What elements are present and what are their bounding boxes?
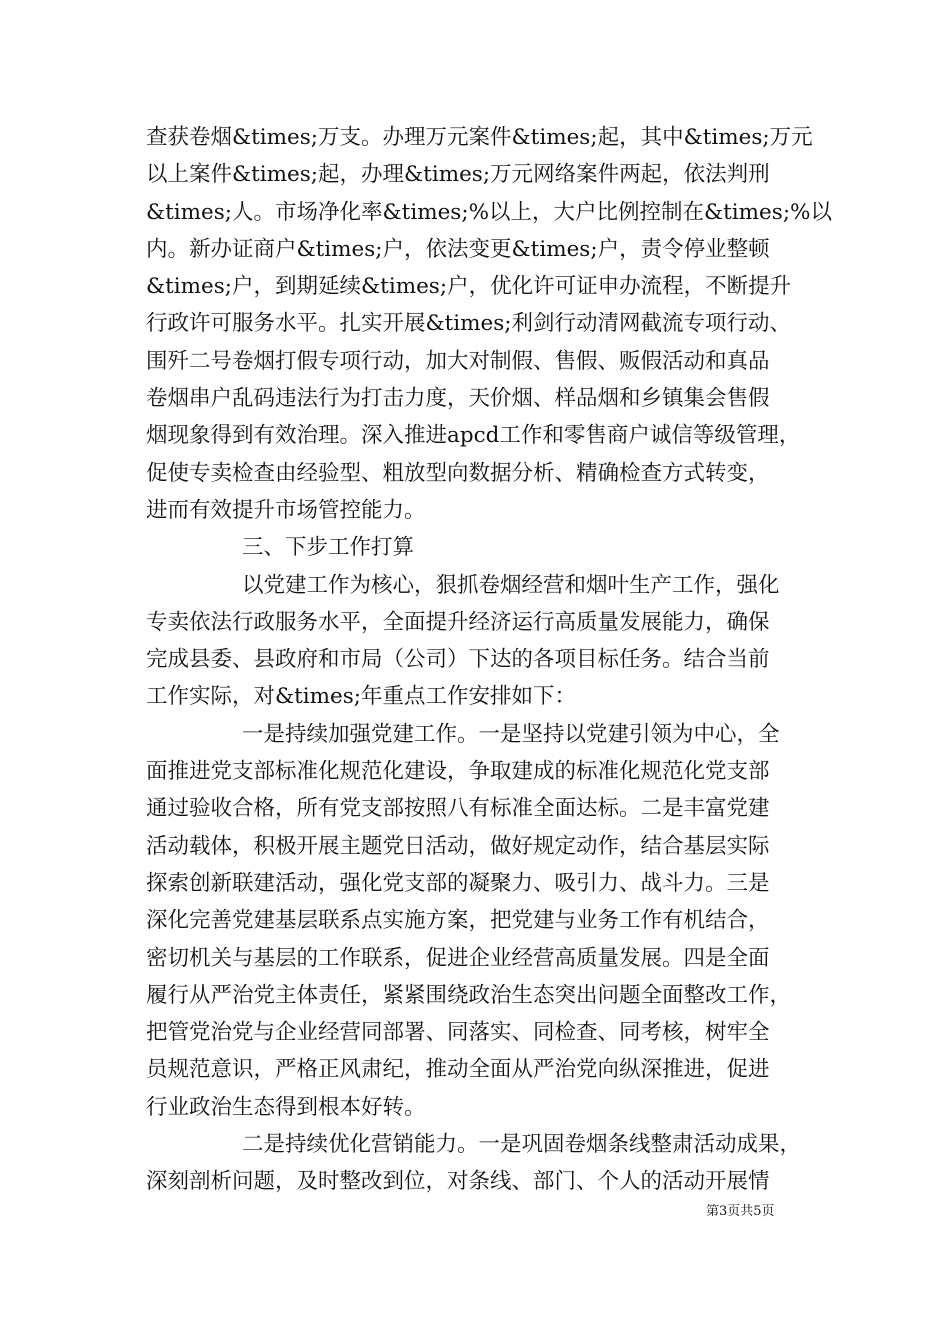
body-line-19: 通过验收合格，所有党支部按照八有标准全面达标。二是丰富党建 <box>146 796 770 822</box>
body-line-17: 一是持续加强党建工作。一是坚持以党建引领为中心，全 <box>242 721 780 747</box>
body-line-20: 活动载体，积极开展主题党日活动，做好规定动作，结合基层实际 <box>146 833 770 859</box>
body-line-2: 以上案件&times;起，办理&times;万元网络案件两起，依法判刑 <box>146 162 770 188</box>
body-line-24: 履行从严治党主体责任，紧紧围绕政治生态突出问题全面整改工作， <box>146 982 792 1008</box>
section-heading: 三、下步工作打算 <box>242 535 415 561</box>
body-line-4: 内。新办证商户&times;户，依法变更&times;户，责令停业整顿 <box>146 236 770 262</box>
body-line-5: &times;户，到期延续&times;户，优化许可证申办流程，不断提升 <box>146 274 792 300</box>
body-line-15: 完成县委、县政府和市局（公司）下达的各项目标任务。结合当前 <box>146 647 770 673</box>
body-line-6: 行政许可服务水平。扎实开展&times;利剑行动清网截流专项行动、 <box>146 311 792 337</box>
body-line-25: 把管党治党与企业经营同部署、同落实、同检查、同考核，树牢全 <box>146 1020 770 1046</box>
body-line-8: 卷烟串户乱码违法行为打击力度，天价烟、样品烟和乡镇集会售假 <box>146 386 770 412</box>
body-line-14: 专卖依法行政服务水平，全面提升经济运行高质量发展能力，确保 <box>146 609 770 635</box>
page-number-footer: 第3页共5页 <box>706 1204 775 1219</box>
document-body <box>146 119 832 1201</box>
body-line-28: 二是持续优化营销能力。一是巩固卷烟条线整肃活动成果， <box>242 1132 802 1158</box>
body-line-1: 查获卷烟&times;万支。办理万元案件&times;起，其中&times;万元 <box>146 125 813 150</box>
body-line-9: 烟现象得到有效治理。深入推进apcd工作和零售商户诚信等级管理， <box>146 423 801 449</box>
body-line-27: 行业政治生态得到根本好转。 <box>146 1094 426 1120</box>
body-line-11: 进而有效提升市场管控能力。 <box>146 497 426 523</box>
body-line-26: 员规范意识，严格正风肃纪，推动全面从严治党向纵深推进，促进 <box>146 1057 770 1083</box>
body-line-7: 围歼二号卷烟打假专项行动，加大对制假、售假、贩假活动和真品 <box>146 348 770 374</box>
body-line-29: 深刻剖析问题，及时整改到位，对条线、部门、个人的活动开展情 <box>146 1169 770 1195</box>
body-line-23: 密切机关与基层的工作联系，促进企业经营高质量发展。四是全面 <box>146 945 770 971</box>
body-line-16: 工作实际，对&times;年重点工作安排如下： <box>146 684 577 710</box>
body-line-3: &times;人。市场净化率&times;%以上，大户比例控制在&times;%以 <box>146 199 832 225</box>
body-line-10: 促使专卖检查由经验型、粗放型向数据分析、精确检查方式转变， <box>146 460 770 486</box>
body-line-13: 以党建工作为核心，狠抓卷烟经营和烟叶生产工作，强化 <box>242 572 780 598</box>
body-line-18: 面推进党支部标准化规范化建设，争取建成的标准化规范化党支部 <box>146 759 770 785</box>
body-line-21: 探索创新联建活动，强化党支部的凝聚力、吸引力、战斗力。三是 <box>146 870 770 896</box>
body-line-22: 深化完善党建基层联系点实施方案，把党建与业务工作有机结合， <box>146 908 770 934</box>
